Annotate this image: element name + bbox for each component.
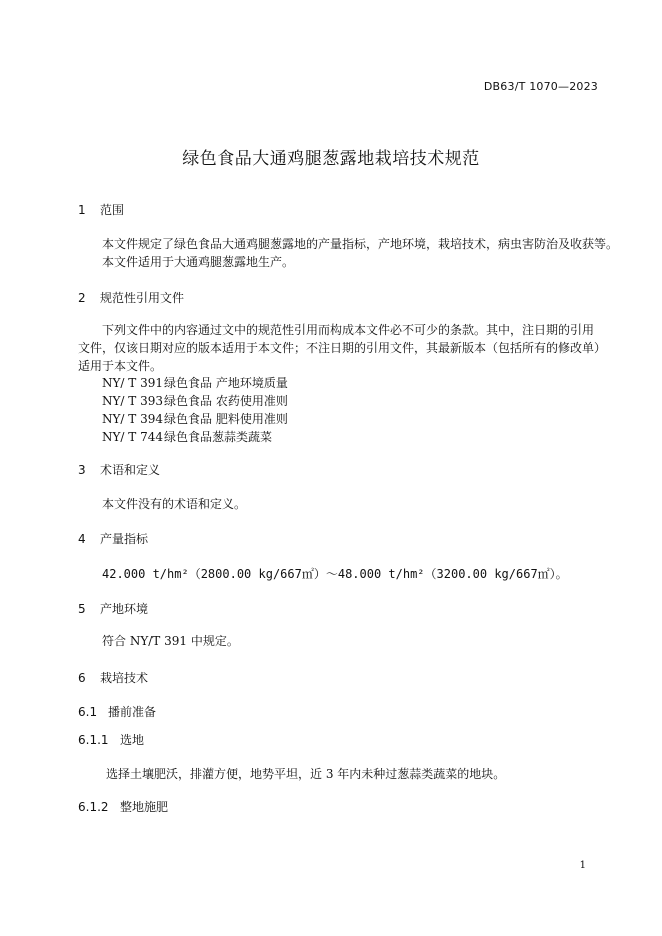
- heading-title: 播前准备: [108, 705, 157, 719]
- doc-id: DB63/T 1070—2023: [483, 80, 598, 93]
- reference-item: [102, 410, 288, 427]
- paragraph: 下列文件中的内容通过文中的规范性引用而构成本文件必不可少的条款。其中，注日期的引用文件，仅该日期对应的版本适用于本文件；不注日期的引用文件，其最新版本（包括所有的修改单）适用于本文件。: [78, 323, 601, 373]
- heading-number: 6: [78, 671, 86, 685]
- paragraph: 本文件规定了绿色食品大通鸡腿葱露地的产量指标，产地环境，栽培技术，病虫害防治及收获等。: [102, 237, 619, 251]
- heading-number: 3: [78, 463, 86, 477]
- heading-number: 5: [78, 602, 86, 616]
- reference-name: 绿色食品 农药使用准则: [164, 394, 288, 408]
- reference-name: 绿色食品葱蒜类蔬菜: [164, 430, 273, 444]
- reference-name: 绿色食品 产地环境质量: [164, 376, 288, 390]
- heading-title: 整地施肥: [120, 800, 169, 814]
- heading-title: 产量指标: [100, 532, 149, 546]
- heading-6-1-2: [78, 798, 168, 815]
- heading-title: 范围: [100, 203, 125, 217]
- heading-title: 选地: [120, 733, 145, 747]
- heading-5: [78, 600, 148, 617]
- reference-item: [102, 428, 272, 445]
- heading-6: [78, 669, 148, 686]
- heading-4: [78, 530, 148, 547]
- heading-1: [78, 201, 124, 218]
- paragraph: 选择土壤肥沃，排灌方便，地势平坦，近 3 年内未种过葱蒜类蔬菜的地块。: [106, 767, 506, 781]
- paragraph: 本文件没有的术语和定义。: [102, 497, 247, 511]
- yield-paragraph: 42.000 t/hm²（2800.00 kg/667㎡）～48.000 t/hm²（3200.00 kg/667㎡）。: [102, 567, 568, 581]
- heading-number: 2: [78, 291, 86, 305]
- heading-title: 栽培技术: [100, 671, 149, 685]
- heading-number: 6.1.1: [78, 733, 109, 747]
- heading-3: [78, 461, 160, 478]
- heading-number: 6.1: [78, 705, 98, 719]
- heading-6-1-1: [78, 731, 144, 748]
- heading-number: 1: [78, 203, 86, 217]
- heading-number: 6.1.2: [78, 800, 109, 814]
- reference-code: NY/ T 391: [102, 376, 164, 390]
- reference-name: 绿色食品 肥料使用准则: [164, 412, 288, 426]
- heading-title: 规范性引用文件: [100, 291, 185, 305]
- heading-title: 产地环境: [100, 602, 149, 616]
- reference-code: NY/ T 394: [102, 412, 164, 426]
- heading-2: [78, 289, 184, 306]
- document-title: 绿色食品大通鸡腿葱露地栽培技术规范: [182, 149, 480, 169]
- reference-code: NY/ T 393: [102, 394, 164, 408]
- reference-item: [102, 392, 288, 409]
- page-number: 1: [579, 860, 586, 871]
- heading-6-1: [78, 703, 156, 720]
- reference-item: [102, 374, 288, 391]
- heading-title: 术语和定义: [100, 463, 161, 477]
- reference-code: NY/ T 744: [102, 430, 164, 444]
- heading-number: 4: [78, 532, 86, 546]
- paragraph: 本文件适用于大通鸡腿葱露地生产。: [102, 255, 295, 269]
- paragraph: 符合 NY/T 391 中规定。: [102, 634, 239, 648]
